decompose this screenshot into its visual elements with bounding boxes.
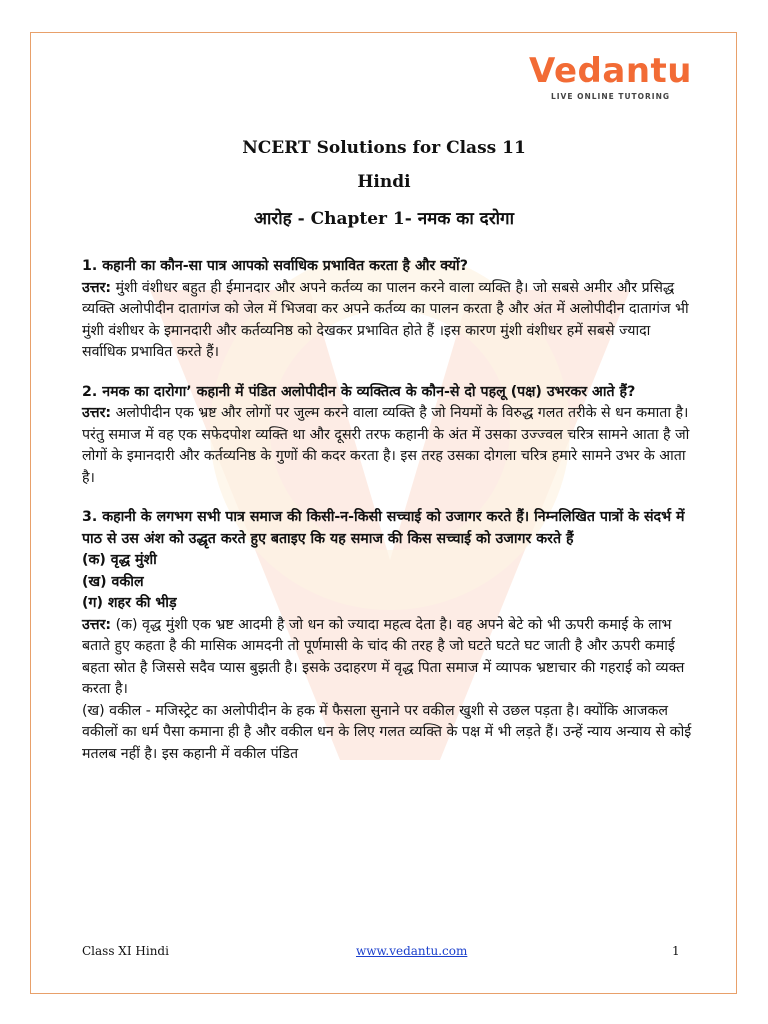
logo-wordmark: Vedantu — [529, 51, 692, 91]
answer-text: अलोपीदीन एक भ्रष्ट और लोगों पर जुल्म करने वाला व्यक्ति है जो नियमों के विरुद्ध गलत तरीके से धन कमाता है। परंतु समाज में वह एक सफेदपोश व्यक्ति था और दूसरी तरफ कहानी के अंत में उसका उज्ज्वल चरित्र सामने आता है जो लोगों के इमानदारी और कर्तव्यनिष्ठ के गुणों की कदर करता है। इस तरह उसका दोगला चरित्र हमारे सामने उभर के आता है। — [82, 405, 690, 486]
logo-tagline: LIVE ONLINE TUTORING — [550, 92, 671, 101]
page-title: NCERT Solutions for Class 11 — [242, 138, 526, 158]
vedantu-logo[interactable] — [529, 51, 692, 101]
answer-1 — [82, 278, 692, 364]
question-2: 2. नमक का दारोगा’ कहानी में पंडित अलोपीदीन के व्यक्तित्व के कौन-से दो पहलू (पक्ष) उभरकर आते हैं? — [82, 383, 636, 400]
question-3: 3. कहानी के लगभग सभी पात्र समाज की किसी-न-किसी सच्चाई को उजागर करते हैं। निम्नलिखित पात्रों के संदर्भ में पाठ से उस अंश को उद्धृत करते हुए बताइए कि यह समाज की किस सच्चाई को उजागर करते हैं — [82, 509, 685, 547]
answer-2 — [82, 403, 692, 489]
question-1: 1. कहानी का कौन-सा पात्र आपको सर्वाधिक प्रभावित करता है और क्यों? — [82, 258, 468, 274]
answer-text: (क) वृद्ध मुंशी एक भ्रष्ट आदमी है जो धन को ज्यादा महत्व देता है। वह अपने बेटे को भी ऊपरी कमाई के लाभ बताते हुए कहता है की मासिक आमदनी तो पूर्णमासी के चांद की तरह है जो घटते घटते घट जाती है और ऊपरी कमाई बहता स्रोत है जिससे सदैव प्यास बुझती है। इसके उदाहरण में वृद्ध पिता समाज में व्यापक भ्रष्टाचार की गहराई को व्यक्त करता है। — [82, 616, 685, 697]
option-ka: (क) वृद्ध मुंशी — [82, 552, 157, 568]
answer-text: मुंशी वंशीधर बहुत ही ईमानदार और अपने कर्तव्य का पालन करने वाला व्यक्ति है। जो सबसे अमीर और प्रसिद्ध व्यक्ति अलोपीदीन दातागंज को जेल में भिजवा कर अपने कर्तव्य का पालन करता है और अंत में अलोपीदीन दातागंज भी मुंशी वंशीधर के इमानदारी और कर्तव्यनिष्ठ को देखकर प्रभावित होते हैं ।इस कारण मुंशी वंशीधर हमें सबसे ज्यादा सर्वाधिक प्रभावित करते हैं। — [82, 279, 689, 360]
solutions-content — [82, 256, 692, 765]
answer-label: उत्तर: — [82, 279, 112, 296]
option-kha: (ख) वकील — [82, 573, 144, 590]
answer-label: उत्तर: — [82, 405, 112, 421]
subject-title: Hindi — [357, 172, 411, 192]
answer-label: उत्तर: — [82, 616, 112, 633]
chapter-title: आरोह - Chapter 1- नमक का दरोगा — [253, 209, 515, 229]
answer-3-part-2: (ख) वकील - मजिस्ट्रेट का अलोपीदीन के हक में फैसला सुनाने पर वकील खुशी से उछल पड़ता है। क्योंकि आजकल वकीलों का धर्म पैसा कमाना ही है और वकील धन के लिए गलत व्यक्ति के पक्ष में भी लड़ते हैं। उन्हें न्याय अन्याय से कोई मतलब नहीं है। इस कहानी में वकील पंडित — [82, 702, 692, 762]
answer-3 — [82, 615, 692, 701]
page-number: 1 — [672, 944, 680, 958]
option-ga: (ग) शहर की भीड़ — [82, 595, 177, 611]
footer-class-label: Class XI Hindi — [82, 944, 169, 958]
footer-website-link[interactable]: www.vedantu.com — [356, 944, 468, 958]
